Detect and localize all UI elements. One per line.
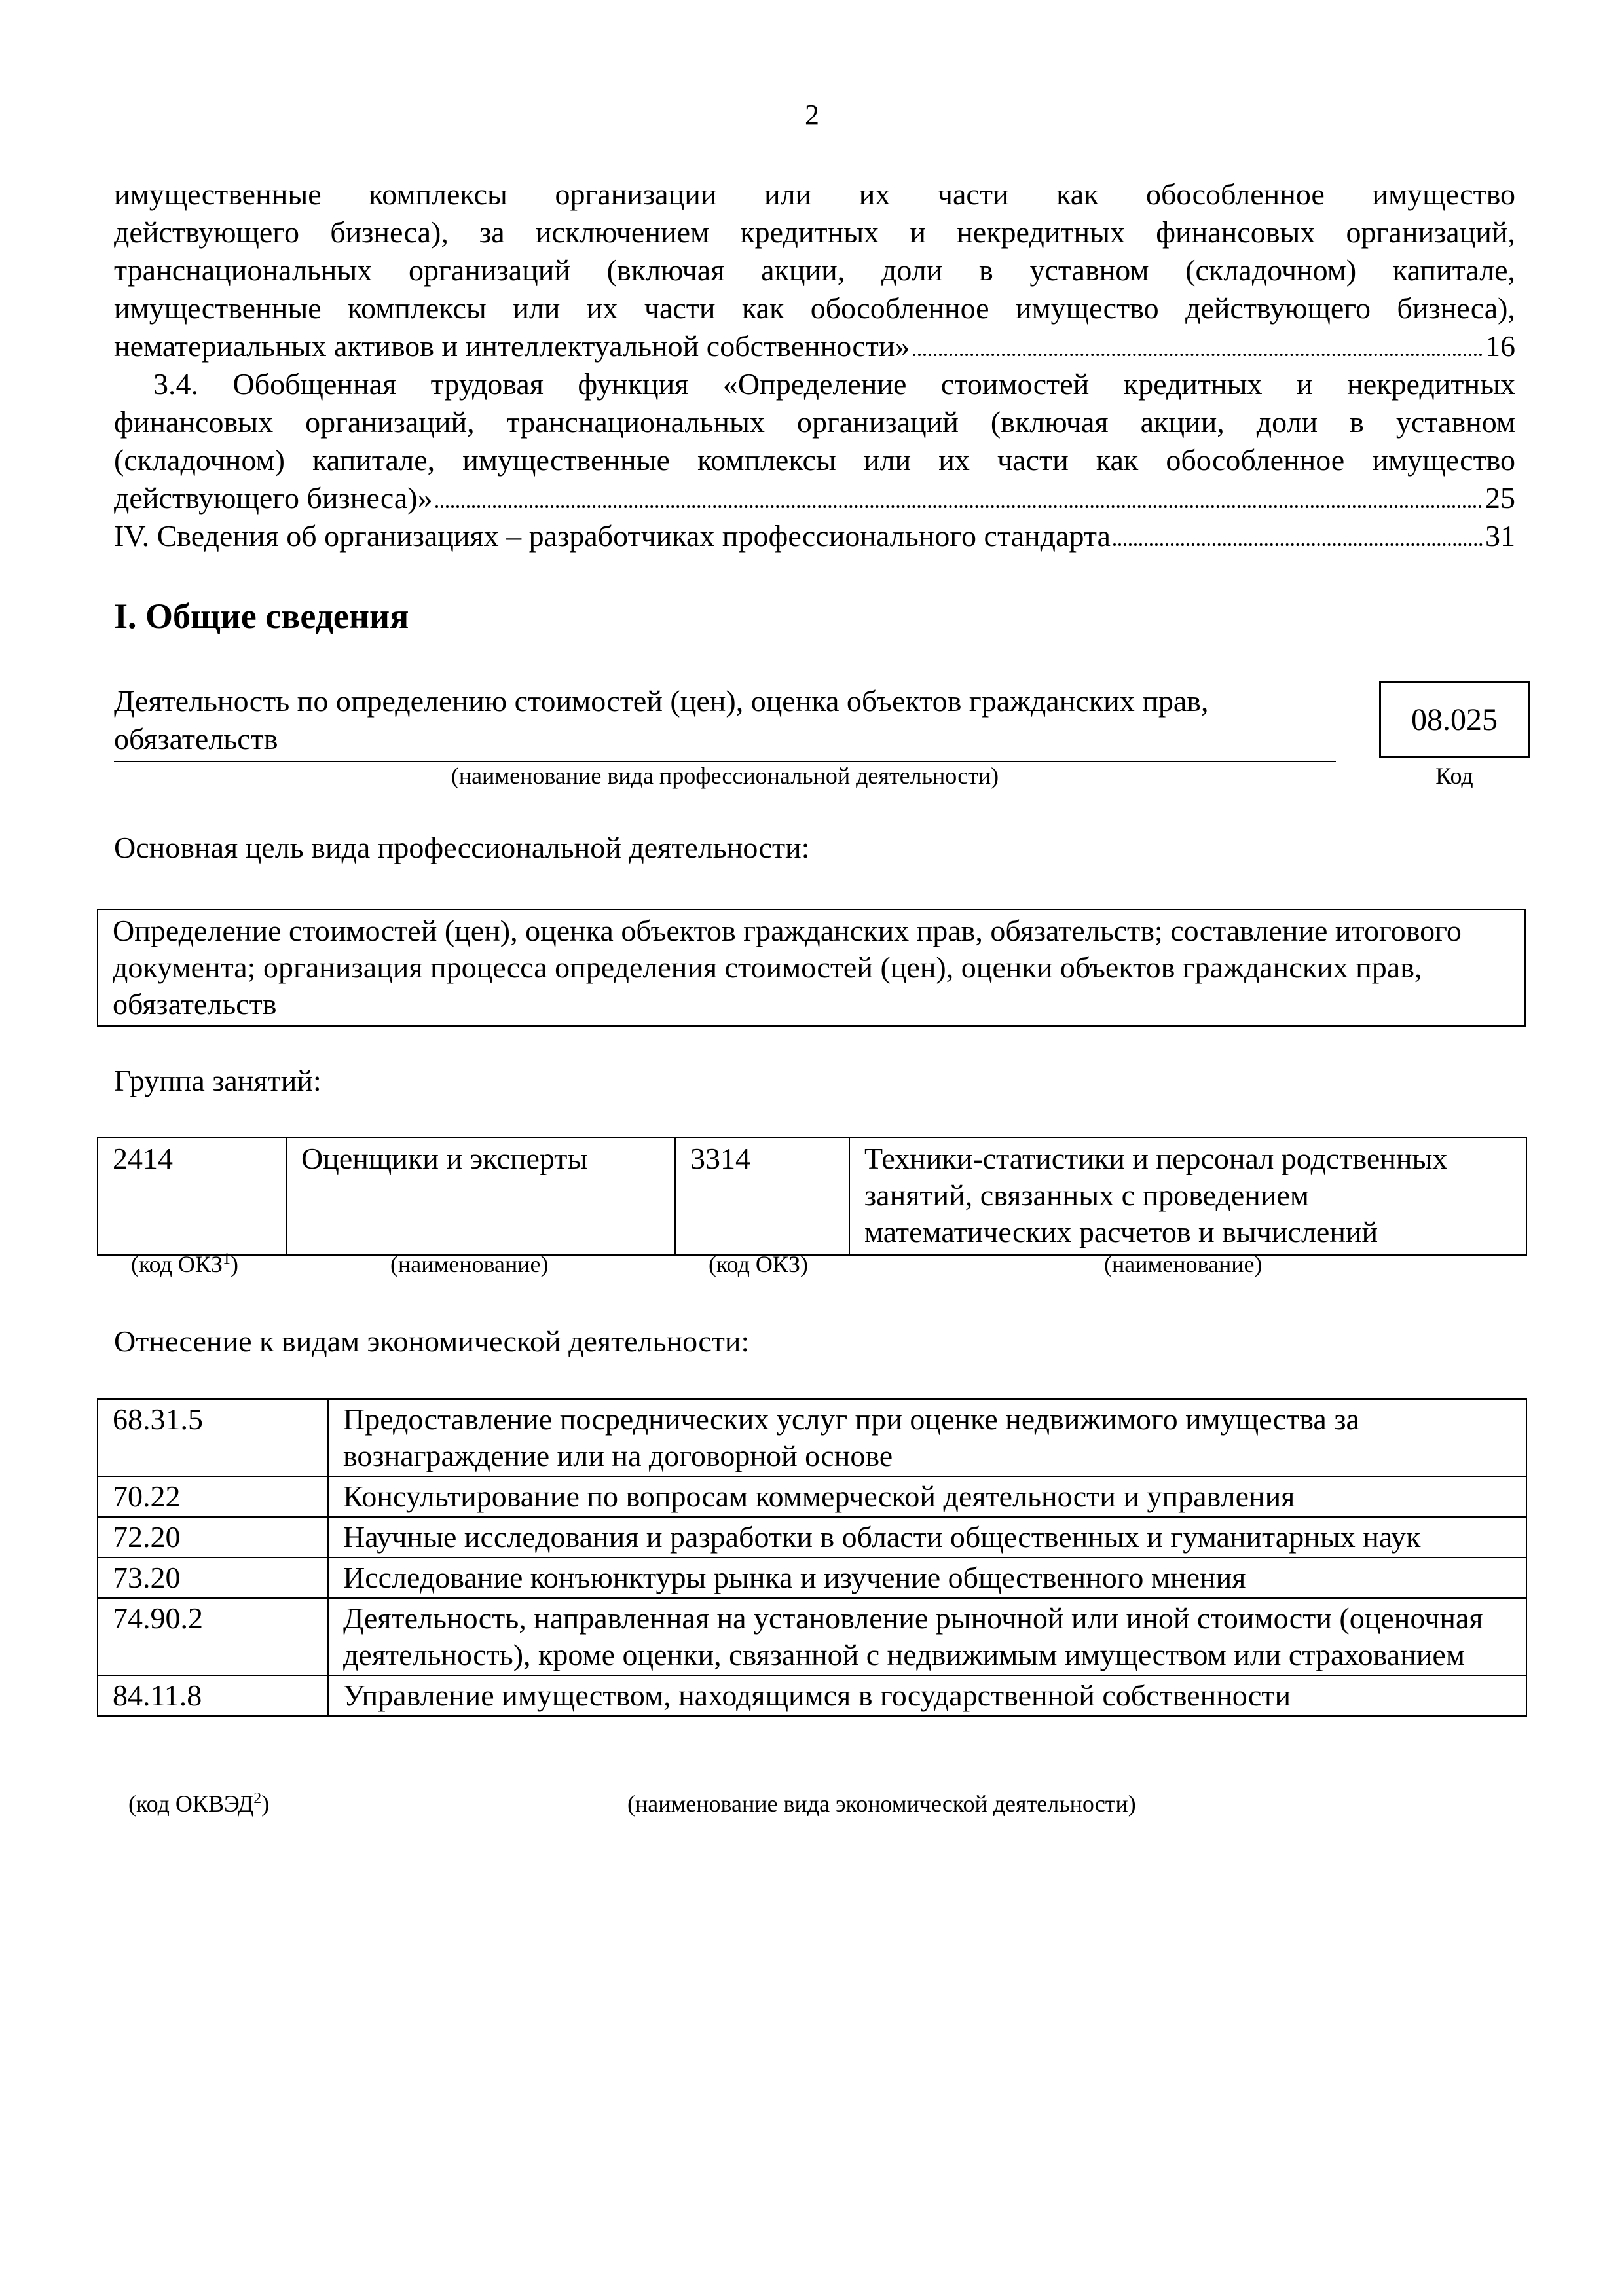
okz-code-caption-2: (код ОКЗ) [709,1251,808,1277]
toc-entry-text: действующего бизнеса)» [114,481,433,515]
table-row [98,1137,1526,1255]
okz-name-caption: (наименование) [390,1251,549,1277]
code-caption: Код [1435,763,1473,789]
okved-code-cell: 70.22 [98,1476,328,1517]
okz-code-cell: 3314 [675,1137,849,1255]
table-row [98,1598,1526,1675]
okved-code-cell: 74.90.2 [98,1598,328,1675]
toc-line: имущественные комплексы организации или их части как обособленное имущество [114,177,1515,211]
okz-code-cell: 2414 [98,1137,286,1255]
table-of-contents [114,175,1515,555]
okved-code-cell: 84.11.8 [98,1675,328,1716]
toc-entry-3-4-end[interactable] [114,479,1515,517]
okved-name-cell: Управление имуществом, находящимся в государственной собственности [328,1675,1526,1716]
toc-line: действующего бизнеса), за исключением кредитных и некредитных финансовых организаций, [114,215,1515,249]
toc-entry-3-4[interactable] [114,365,1515,479]
goal-box: Определение стоимостей (цен), оценка объектов гражданских прав, обязательств; составление итогового документа; организация процесса определения стоимостей (цен), оценки объектов гражданских прав, обязательств [97,909,1526,1027]
activity-code-box: 08.025 [1379,681,1530,758]
occupation-table [97,1137,1527,1256]
toc-entry-iv[interactable] [114,517,1515,555]
okved-code-caption [128,1790,269,1817]
toc-line: (складочном) капитале, имущественные комплексы или их части как обособленное имущество [114,443,1515,477]
section-heading: I. Общие сведения [114,596,409,636]
okved-name-caption: (наименование вида экономической деятельности) [627,1791,1136,1817]
footnote-marker: 1 [222,1250,231,1267]
toc-continuation [114,175,1515,327]
caption-text: (код ОКВЭД [128,1791,254,1817]
okved-code-cell: 73.20 [98,1558,328,1598]
table-row [98,1517,1526,1558]
okved-name-cell: Научные исследования и разработки в области общественных и гуманитарных наук [328,1517,1526,1558]
toc-entry-text: IV. Сведения об организациях – разработчиках профессионального стандарта [114,519,1111,553]
okved-name-cell: Деятельность, направленная на установление рыночной или иной стоимости (оценочная деятельность), кроме оценки, связанной с недвижимым имуществом или страхованием [328,1598,1526,1675]
toc-line: 3.4. Обобщенная трудовая функция «Определение стоимостей кредитных и некредитных [153,367,1515,401]
okved-code-cell: 68.31.5 [98,1399,328,1476]
toc-line: имущественные комплексы или их части как обособленное имущество действующего бизнеса), [114,291,1515,325]
activity-caption: (наименование вида профессиональной деятельности) [451,763,999,789]
toc-leader-dots [1113,543,1483,546]
caption-text: ) [261,1791,270,1817]
toc-leader-dots [435,505,1483,508]
goal-label: Основная цель вида профессиональной деятельности: [114,831,810,864]
caption-text: ) [230,1251,238,1277]
toc-entry-text: нематериальных активов и интеллектуальной собственности» [114,329,910,363]
toc-line: транснациональных организаций (включая акции, доли в уставном (складочном) капитале, [114,253,1515,287]
okz-name-caption-2: (наименование) [1104,1251,1263,1277]
okved-name-cell: Консультирование по вопросам коммерческой деятельности и управления [328,1476,1526,1517]
table-row [98,1558,1526,1598]
activity-name: Деятельность по определению стоимостей (цен), оценка объектов гражданских прав, обязательств [114,682,1336,762]
economic-activity-table [97,1398,1527,1717]
page-number: 2 [805,99,819,131]
footnote-marker: 2 [253,1790,262,1807]
table-row [98,1675,1526,1716]
okz-name-cell: Оценщики и эксперты [286,1137,675,1255]
okved-name-cell: Предоставление посреднических услуг при оценке недвижимого имущества за вознаграждение или на договорной основе [328,1399,1526,1476]
toc-line: финансовых организаций, транснациональных организаций (включая акции, доли в уставном [114,405,1515,439]
okz-code-caption [131,1250,238,1278]
table-row [98,1399,1526,1476]
caption-text: (код ОКЗ [131,1251,223,1277]
okved-name-cell: Исследование конъюнктуры рынка и изучение общественного мнения [328,1558,1526,1598]
toc-page-number: 16 [1485,329,1515,363]
okz-name-cell: Техники-статистики и персонал родственных занятий, связанных с проведением математических расчетов и вычислений [849,1137,1526,1255]
economic-activity-label: Отнесение к видам экономической деятельности: [114,1324,750,1358]
toc-page-number: 31 [1485,519,1515,553]
toc-entry-continuation-end[interactable] [114,327,1515,365]
occupation-group-label: Группа занятий: [114,1064,322,1097]
toc-page-number: 25 [1485,481,1515,515]
toc-leader-dots [913,354,1483,356]
okved-code-cell: 72.20 [98,1517,328,1558]
table-row [98,1476,1526,1517]
